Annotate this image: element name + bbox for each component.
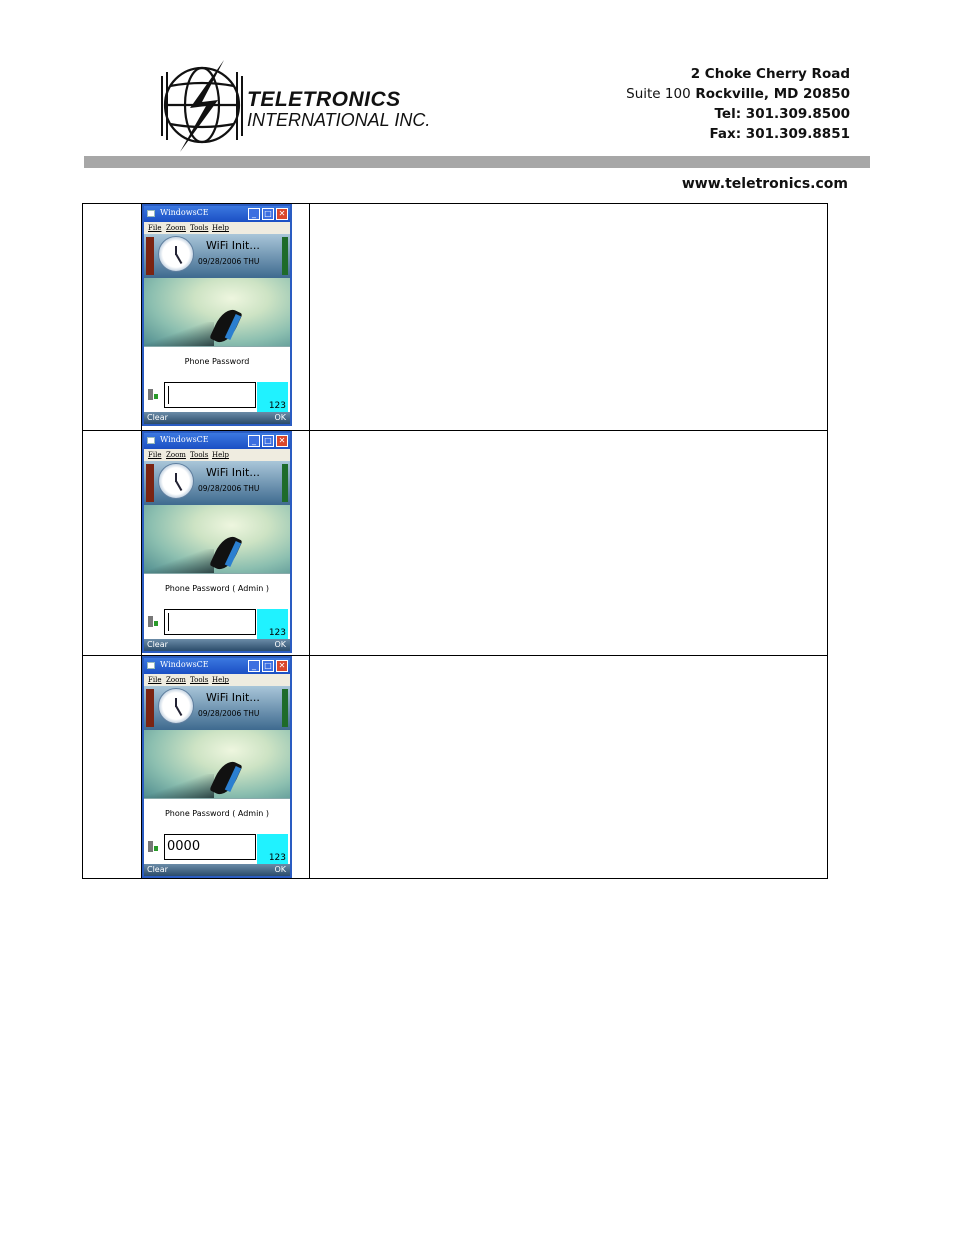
password-label: Phone Password ( Admin ) — [164, 809, 270, 818]
menu-bar — [144, 222, 290, 234]
status-panel — [144, 461, 290, 505]
header-divider — [84, 156, 870, 168]
column-divider — [309, 204, 310, 878]
window-title: WindowsCE — [160, 660, 209, 669]
wallpaper-image — [144, 730, 290, 798]
wallpaper-image — [144, 278, 290, 346]
phone-lock-icon — [148, 841, 158, 853]
text-cursor — [168, 613, 169, 631]
status-title: WiFi Init... — [206, 239, 260, 252]
close-icon[interactable]: ✕ — [276, 208, 288, 220]
address-street: 2 Choke Cherry Road — [690, 66, 850, 82]
maximize-icon[interactable]: □ — [262, 208, 274, 220]
minimize-icon[interactable]: _ — [248, 208, 260, 220]
input-mode-label: 123 — [268, 853, 286, 863]
menu-help[interactable]: Help — [212, 224, 229, 232]
status-title: WiFi Init... — [206, 691, 260, 704]
maximize-icon[interactable]: □ — [262, 435, 274, 447]
menu-zoom[interactable]: Zoom — [166, 676, 186, 684]
softkey-bar — [144, 864, 290, 876]
clear-softkey[interactable]: Clear — [147, 640, 168, 649]
softkey-bar — [144, 639, 290, 651]
menu-tools[interactable]: Tools — [190, 676, 209, 684]
wallpaper-image — [144, 505, 290, 573]
fax-number: Fax: 301.309.8851 — [709, 126, 850, 142]
menu-help[interactable]: Help — [212, 451, 229, 459]
window-titlebar — [144, 433, 290, 449]
status-date: 09/28/2006 THU — [198, 484, 260, 493]
minimize-icon[interactable]: _ — [248, 660, 260, 672]
input-mode-label: 123 — [268, 628, 286, 638]
clock-icon — [158, 688, 194, 724]
battery-icon — [282, 237, 288, 275]
minimize-icon[interactable]: _ — [248, 435, 260, 447]
signal-bar-icon — [146, 464, 154, 502]
close-icon[interactable]: ✕ — [276, 660, 288, 672]
clear-softkey[interactable]: Clear — [147, 413, 168, 422]
phone-lock-icon — [148, 616, 158, 628]
battery-icon — [282, 464, 288, 502]
tel-number: Tel: 301.309.8500 — [714, 106, 850, 122]
softkey-bar — [144, 412, 290, 424]
phone-lock-icon — [148, 389, 158, 401]
input-mode-indicator[interactable] — [257, 609, 288, 639]
address-city: Rockville, MD 20850 — [695, 86, 850, 102]
address-suite: Suite 100 — [626, 86, 691, 102]
menu-bar — [144, 674, 290, 686]
ok-softkey[interactable]: OK — [274, 865, 286, 874]
input-mode-indicator[interactable] — [257, 834, 288, 864]
window-icon — [147, 210, 155, 217]
device-screenshot — [142, 431, 292, 653]
menu-tools[interactable]: Tools — [190, 451, 209, 459]
password-input[interactable] — [164, 609, 256, 635]
status-panel — [144, 686, 290, 730]
password-dialog — [144, 346, 290, 413]
menu-zoom[interactable]: Zoom — [166, 451, 186, 459]
clear-softkey[interactable]: Clear — [147, 865, 168, 874]
status-date: 09/28/2006 THU — [198, 709, 260, 718]
window-icon — [147, 437, 155, 444]
ok-softkey[interactable]: OK — [274, 413, 286, 422]
maximize-icon[interactable]: □ — [262, 660, 274, 672]
menu-file[interactable]: File — [148, 224, 162, 232]
password-input[interactable]: 0000 — [164, 834, 256, 860]
menu-file[interactable]: File — [148, 451, 162, 459]
menu-bar — [144, 449, 290, 461]
signal-bar-icon — [146, 237, 154, 275]
input-mode-indicator[interactable] — [257, 382, 288, 412]
status-date: 09/28/2006 THU — [198, 257, 260, 266]
website-link[interactable]: www.teletronics.com — [681, 176, 848, 192]
device-screenshot — [142, 204, 292, 426]
text-cursor — [168, 386, 169, 404]
password-label: Phone Password — [184, 357, 250, 366]
signal-bar-icon — [146, 689, 154, 727]
password-label: Phone Password ( Admin ) — [164, 584, 270, 593]
input-mode-label: 123 — [268, 401, 286, 411]
password-dialog — [144, 798, 290, 865]
menu-zoom[interactable]: Zoom — [166, 224, 186, 232]
clock-icon — [158, 236, 194, 272]
window-titlebar — [144, 206, 290, 222]
brand-name: TELETRONICS — [247, 88, 401, 111]
menu-file[interactable]: File — [148, 676, 162, 684]
window-title: WindowsCE — [160, 208, 209, 217]
close-icon[interactable]: ✕ — [276, 435, 288, 447]
menu-help[interactable]: Help — [212, 676, 229, 684]
ok-softkey[interactable]: OK — [274, 640, 286, 649]
device-screenshot — [142, 656, 292, 878]
window-title: WindowsCE — [160, 435, 209, 444]
status-panel — [144, 234, 290, 278]
window-titlebar — [144, 658, 290, 674]
window-icon — [147, 662, 155, 669]
password-input[interactable] — [164, 382, 256, 408]
battery-icon — [282, 689, 288, 727]
clock-icon — [158, 463, 194, 499]
menu-tools[interactable]: Tools — [190, 224, 209, 232]
address-city-line — [626, 86, 850, 102]
password-dialog — [144, 573, 290, 640]
brand-subtitle: INTERNATIONAL INC. — [247, 110, 431, 130]
status-title: WiFi Init... — [206, 466, 260, 479]
